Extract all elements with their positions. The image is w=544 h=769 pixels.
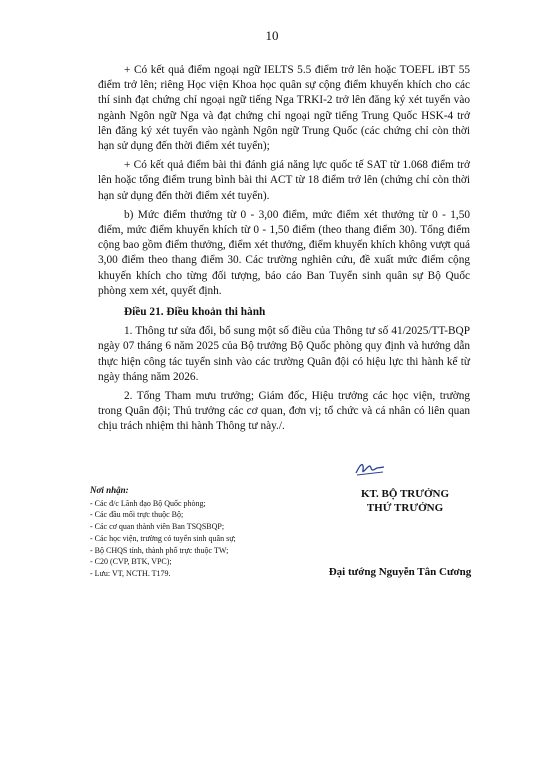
paragraph-responsibility: 2. Tổng Tham mưu trưởng; Giám đốc, Hiệu trưởng các học viện, trường trong Quân đội; Thủ trưởng các cơ quan, đơn vị; tổ chức và cá nhân có liên quan chịu trách nhiệm thi hành Thông tư này./.: [98, 390, 470, 433]
article-heading: Điều 21. Điều khoản thi hành: [124, 306, 266, 319]
initial-signature-mark: [353, 459, 387, 477]
recipient-item: - Các học viện, trường có tuyển sinh quân sự;: [90, 533, 236, 543]
paragraph-sat-bonus: + Có kết quả điểm bài thi đánh giá năng lực quốc tế SAT từ 1.068 điểm trở lên hoặc tổng điểm trung bình bài thi ACT từ 18 điểm trở lên (chứng chỉ còn thời hạn sử dụng đến thời điểm xét tuyển).: [98, 159, 470, 202]
recipient-item: - Lưu: VT, NCTH. T179.: [90, 568, 171, 578]
paragraph-ielts-bonus: + Có kết quả điểm ngoại ngữ IELTS 5.5 điểm trở lên hoặc TOEFL iBT 55 điểm trở lên; riêng Học viện Khoa học quân sự cộng điểm khuyến khích cho các thí sinh đạt chứng chỉ ngoại ngữ tiếng Nga TRKI-2 trở lên đăng ký xét tuyển vào ngành Ngôn ngữ Nga và đạt chứng chỉ ngoại ngữ tiếng Trung Quốc HSK-4 trở lên đăng ký xét tuyển vào ngành Ngôn ngữ Trung Quốc (các chứng chỉ còn thời hạn sử dụng đến thời điểm xét tuyển);: [98, 64, 470, 153]
recipient-item: - Các đầu mối trực thuộc Bộ;: [90, 510, 184, 520]
recipients-list: [90, 485, 320, 580]
recipient-item: - Các cơ quan thành viên Ban TSQSBQP;: [90, 522, 225, 532]
signer-title-line2: THỨ TRƯỞNG: [366, 502, 444, 514]
recipients-title: Nơi nhận:: [90, 485, 129, 495]
paragraph-effective-date: 1. Thông tư sửa đổi, bổ sung một số điều của Thông tư số 41/2025/TT-BQP ngày 07 tháng 6 năm 2025 của Bộ trưởng Bộ Quốc phòng quy định và hướng dẫn thực hiện công tác tuyển sinh vào các trường Quân đội có hiệu lực thi hành kể từ ngày tháng năm 2026.: [98, 325, 470, 383]
signer-title-line1: KT. BỘ TRƯỞNG: [360, 488, 450, 500]
signer-name: Đại tướng Nguyễn Tân Cương: [328, 566, 472, 578]
recipient-item: - Bộ CHQS tỉnh, thành phố trực thuộc TW;: [90, 545, 229, 555]
document-body: [98, 63, 470, 439]
recipient-item: - C20 (CVP, BTK, VPC);: [90, 557, 172, 567]
recipient-item: - Các đ/c Lãnh đạo Bộ Quốc phòng;: [90, 498, 206, 508]
signer-title-block: [330, 487, 480, 515]
paragraph-bonus-points: b) Mức điểm thưởng từ 0 - 3,00 điểm, mức điểm xét thưởng từ 0 - 1,50 điểm, mức điểm khuyến khích từ 0 - 1,50 điểm (theo thang điểm 30). Tổng điểm cộng bao gồm điểm thưởng, điểm xét thưởng, điểm khuyến khích không vượt quá 3,00 điểm theo thang điểm 30. Các trường nghiên cứu, đề xuất mức điểm cộng khuyến khích cho từng đối tượng, báo cáo Ban Tuyển sinh quân sự Bộ Quốc phòng xem xét, quyết định.: [98, 208, 470, 297]
page-number: 10: [265, 28, 279, 43]
